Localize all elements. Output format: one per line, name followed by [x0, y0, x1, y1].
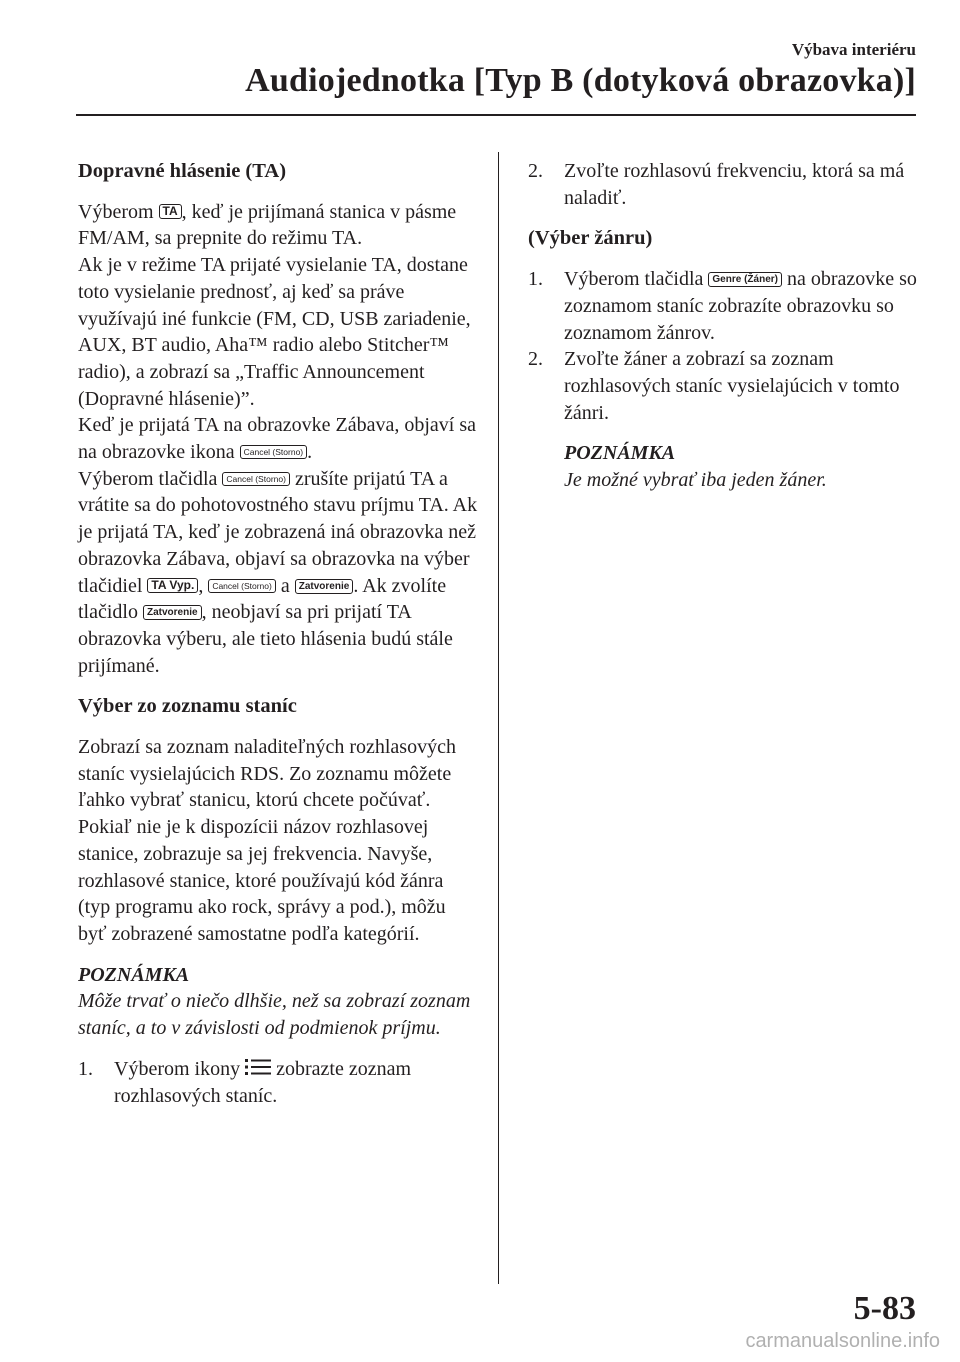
cancel-button-2[interactable]: Cancel (Storno) — [208, 579, 276, 593]
genre-step-1 — [528, 266, 928, 346]
close-button[interactable]: Zatvorenie — [295, 579, 354, 594]
text-span: zrušíte prijatú TA a vrátite sa do pohotovostného stavu príjmu TA. Ak je prijatá TA, keď je zobrazená iná obrazovka než obrazovka Zábava, objaví sa obrazovka na výber tlačidiel — [78, 467, 478, 597]
note-title: POZNÁMKA — [564, 442, 676, 465]
close-button-2[interactable]: Zatvorenie — [143, 605, 202, 620]
ta-button[interactable]: TA — [159, 204, 182, 219]
text-span: , neobjaví sa pri prijatí TA obrazovka výberu, ale tieto hlásenia budú stále prijímané. — [78, 601, 453, 677]
station-list-heading: Výber zo zoznamu staníc — [78, 695, 297, 718]
column-divider — [498, 152, 499, 1284]
chapter-title: Audiojednotka [Typ B (dotyková obrazovka)] — [245, 62, 916, 99]
station-list-text: Zobrazí sa zoznam naladiteľných rozhlasových staníc vysielajúcich RDS. Zo zoznamu môžete ľahko vybrať stanicu, ktorú chcete počúvať. Pokiaľ nie je k dispozícii názov rozhlasovej stanice, zobrazuje sa jej frekvencia. Navyše, rozhlasové stanice, ktoré používajú kód žánra (typ programu ako rock, správy a pod.), môžu byť zobrazené samostatne podľa kategórií. — [78, 736, 456, 945]
cancel-button[interactable]: Cancel (Storno) — [222, 472, 290, 486]
header-rule — [76, 114, 916, 116]
step-number: 1. — [78, 1057, 93, 1080]
text-span: Výberom — [78, 200, 159, 223]
text-span: na obrazovke so zoznamom staníc zobrazíte obrazovku so zoznamom žánrov. — [564, 268, 917, 344]
left-column — [78, 158, 478, 1109]
ta-icon-text — [78, 412, 478, 465]
ta-paragraph — [78, 199, 478, 252]
text-span: , — [198, 574, 209, 597]
text-span: a — [275, 574, 295, 597]
watermark: carmanualsonline.info — [745, 1330, 940, 1352]
step-number: 2. — [528, 348, 543, 371]
step-number: 2. — [528, 160, 543, 182]
step-1 — [78, 1056, 478, 1109]
genre-heading: (Výber žánru) — [528, 227, 653, 250]
text-span: Výberom ikony — [114, 1057, 246, 1080]
ta-heading: Dopravné hlásenie (TA) — [78, 160, 287, 182]
text-span: Keď je prijatá TA na obrazovke Zábava, objaví sa na obrazovke ikona — [78, 414, 477, 464]
text-span: zobrazte zoznam rozhlasových staníc. — [114, 1057, 412, 1107]
ta-priority-text: Ak je v režime TA prijaté vysielanie TA, dostane toto vysielanie prednosť, aj keď sa práve využívajú iné funkcie (FM, CD, USB zariadenie, AUX, BT audio, Aha™ radio alebo Stitcher™ radio), a zobrazí sa „Traffic Announcement (Dopravné hlásenie)”. — [78, 254, 471, 410]
text-span: Výberom tlačidla — [78, 467, 223, 490]
note-title: POZNÁMKA — [78, 963, 190, 986]
text-span: . Ak zvolíte tlačidlo — [78, 574, 447, 624]
step-text: Zvoľte rozhlasovú frekvenciu, ktorá sa má naladiť. — [564, 160, 905, 209]
step-text — [564, 266, 928, 346]
ta-cancel-text — [78, 466, 478, 680]
note-text: Môže trvať o niečo dlhšie, než sa zobrazí zoznam staníc, a to v závislosti od podmienok príjmu. — [78, 990, 471, 1040]
note-text: Je možné vybrať iba jeden žáner. — [564, 469, 827, 492]
genre-step-2 — [528, 346, 928, 426]
step-text — [114, 1056, 478, 1109]
step-number: 1. — [528, 268, 543, 291]
genre-button[interactable]: Genre (Žáner) — [708, 272, 782, 287]
text-span: , keď je prijímaná stanica v pásme FM/AM, sa prepnite do režimu TA. — [78, 200, 457, 250]
section-label: Výbava interiéru — [791, 40, 916, 59]
note-left — [78, 962, 478, 1042]
right-column — [528, 158, 928, 508]
text-span: Výberom tlačidla — [564, 268, 709, 291]
note-right — [564, 440, 928, 493]
list-icon[interactable] — [245, 1058, 271, 1076]
page-number: 5-83 — [853, 1290, 916, 1327]
step-text: Zvoľte žáner a zobrazí sa zoznam rozhlasových staníc vysielajúcich v tomto žánri. — [564, 348, 900, 424]
cancel-icon-button[interactable]: Cancel (Storno) — [240, 445, 308, 459]
ta-off-button[interactable]: TA Vyp. — [147, 578, 198, 593]
step-2 — [528, 158, 928, 211]
text-span: . — [307, 441, 313, 464]
